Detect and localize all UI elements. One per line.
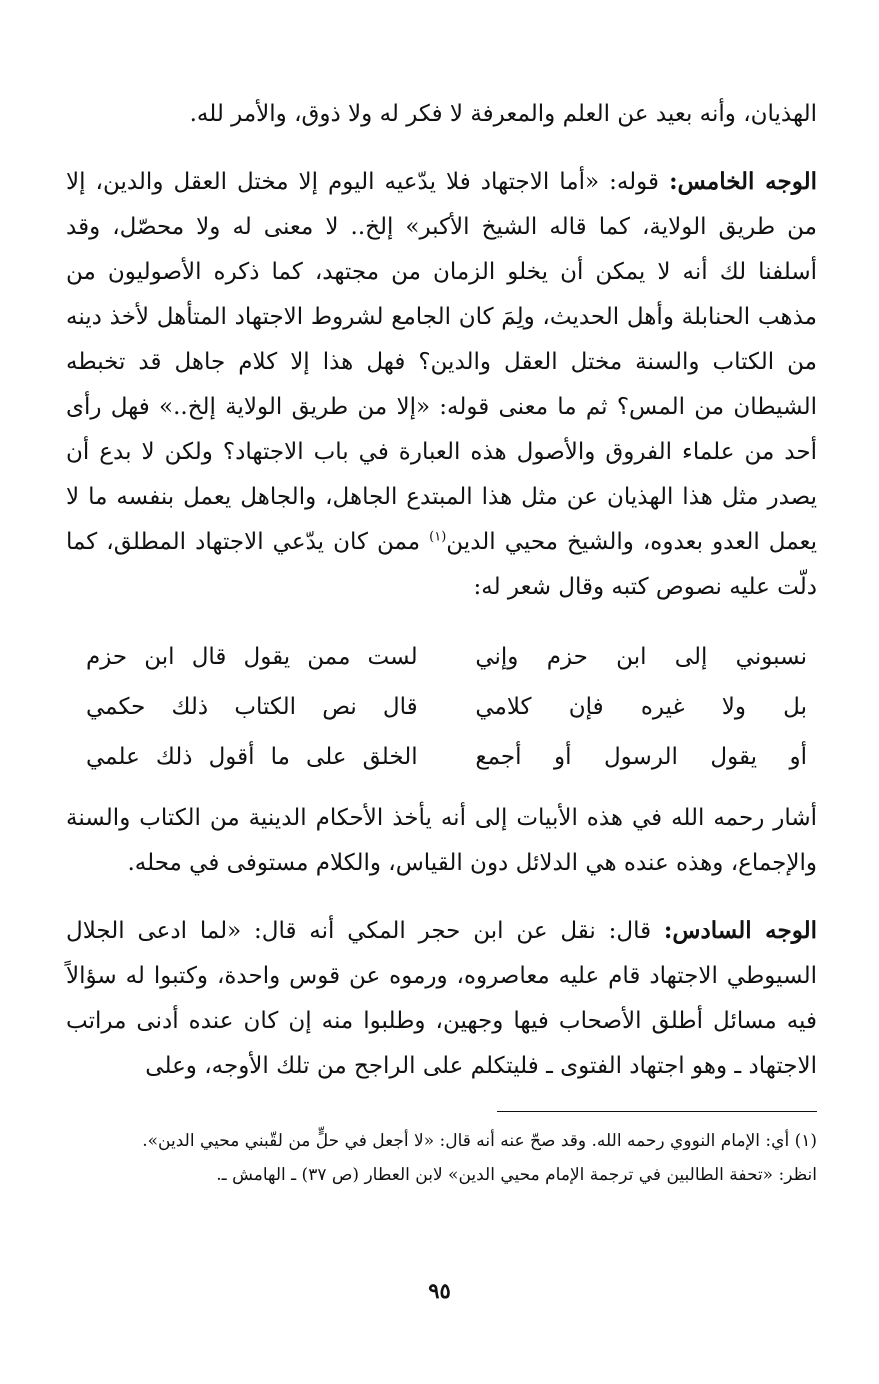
verse-second-hemistich: الخلق على ما أقول ذلك علمي bbox=[86, 744, 418, 770]
page-number: ٩٥ bbox=[428, 1278, 451, 1303]
verse-first-hemistich: بل ولا غيره فإن كلامي bbox=[475, 694, 807, 720]
poem-verse bbox=[86, 732, 807, 782]
footnote-reference-note: انظر: «تحفة الطالبين في ترجمة الإمام محيي الدين» لابن العطار (ص ٣٧) ـ الهامش ـ. bbox=[216, 1165, 817, 1185]
paragraph-sixth-aspect bbox=[66, 908, 817, 1089]
poem-verse bbox=[86, 632, 807, 682]
poem-verse bbox=[86, 682, 807, 732]
paragraph-text-continued: ممن كان يدّعي الاجتهاد المطلق، كما دلّت عليه نصوص كتبه وقال شعر له: bbox=[66, 529, 817, 600]
paragraph-intro bbox=[66, 92, 817, 137]
footnote-divider bbox=[497, 1111, 817, 1112]
verse-first-hemistich: أو يقول الرسول أو أجمع bbox=[475, 744, 807, 770]
paragraph-text: أشار رحمه الله في هذه الأبيات إلى أنه يأخذ الأحكام الدينية من الكتاب والسنة والإجماع، وهذه عنده هي الدلائل دون القياس، والكلام مستوفى في محله. bbox=[66, 805, 817, 876]
footnote: (١) أي: الإمام النووي رحمه الله. وقد صحّ عنه أنه قال: «لا أجعل في حلٍّ من لقّبني محيي الدين». bbox=[142, 1131, 817, 1151]
section-heading: الوجه السادس: bbox=[663, 917, 817, 944]
paragraph-fifth-aspect bbox=[66, 159, 817, 610]
paragraph-text: قال: نقل عن ابن حجر المكي أنه قال: «لما ادعى الجلال السيوطي الاجتهاد قام عليه معاصروه، ورموه عن قوس واحدة، وكتبوا له سؤالاً فيه مسائل أطلق الأصحاب فيها وجهين، وطلبوا منه إن كان عنده أدنى مراتب الاجتهاد ـ وهو اجتهاد الفتوى ـ فليتكلم على الراجح من تلك الأوجه، وعلى bbox=[66, 918, 817, 1079]
paragraph-text: قوله: «أما الاجتهاد فلا يدّعيه اليوم إلا مختل العقل والدين، إلا من طريق الولاية، كما قاله الشيخ الأكبر» إلخ.. لا معنى له ولا محصّل، وقد أسلفنا لك أنه لا يمكن أن يخلو الزمان من مجتهد، كما ذكره الأصوليون من مذهب الحنابلة وأهل الحديث، ولِمَ كان الجامع لشروط الاجتهاد المتأهل لأخذ دينه من الكتاب والسنة مختل العقل والدين؟ فهل هذا إلا كلام جاهل قد تخبطه الشيطان من المس؟ ثم ما معنى قوله: «إلا من طريق الولاية إلخ..» فهل رأى أحد من علماء الفروق والأصول هذه العبارة في باب الاجتهاد؟ ولكن لا بدع أن يصدر مثل هذا الهذيان عن مثل هذا المبتدع الجاهل، والجاهل يعمل بنفسه ما لا يعمل العدو بعدوه، والشيخ محيي الدين bbox=[66, 169, 818, 555]
footnote-reference[interactable]: (١) bbox=[429, 529, 447, 545]
paragraph-text: الهذيان، وأنه بعيد عن العلم والمعرفة لا فكر له ولا ذوق، والأمر لله. bbox=[189, 101, 817, 127]
paragraph-after-poem bbox=[66, 796, 817, 886]
verse-first-hemistich: نسبوني إلى ابن حزم وإني bbox=[475, 644, 807, 670]
poem bbox=[86, 632, 807, 782]
section-heading: الوجه الخامس: bbox=[669, 168, 817, 195]
verse-second-hemistich: قال نص الكتاب ذلك حكمي bbox=[86, 694, 418, 720]
verse-second-hemistich: لست ممن يقول قال ابن حزم bbox=[86, 644, 418, 670]
